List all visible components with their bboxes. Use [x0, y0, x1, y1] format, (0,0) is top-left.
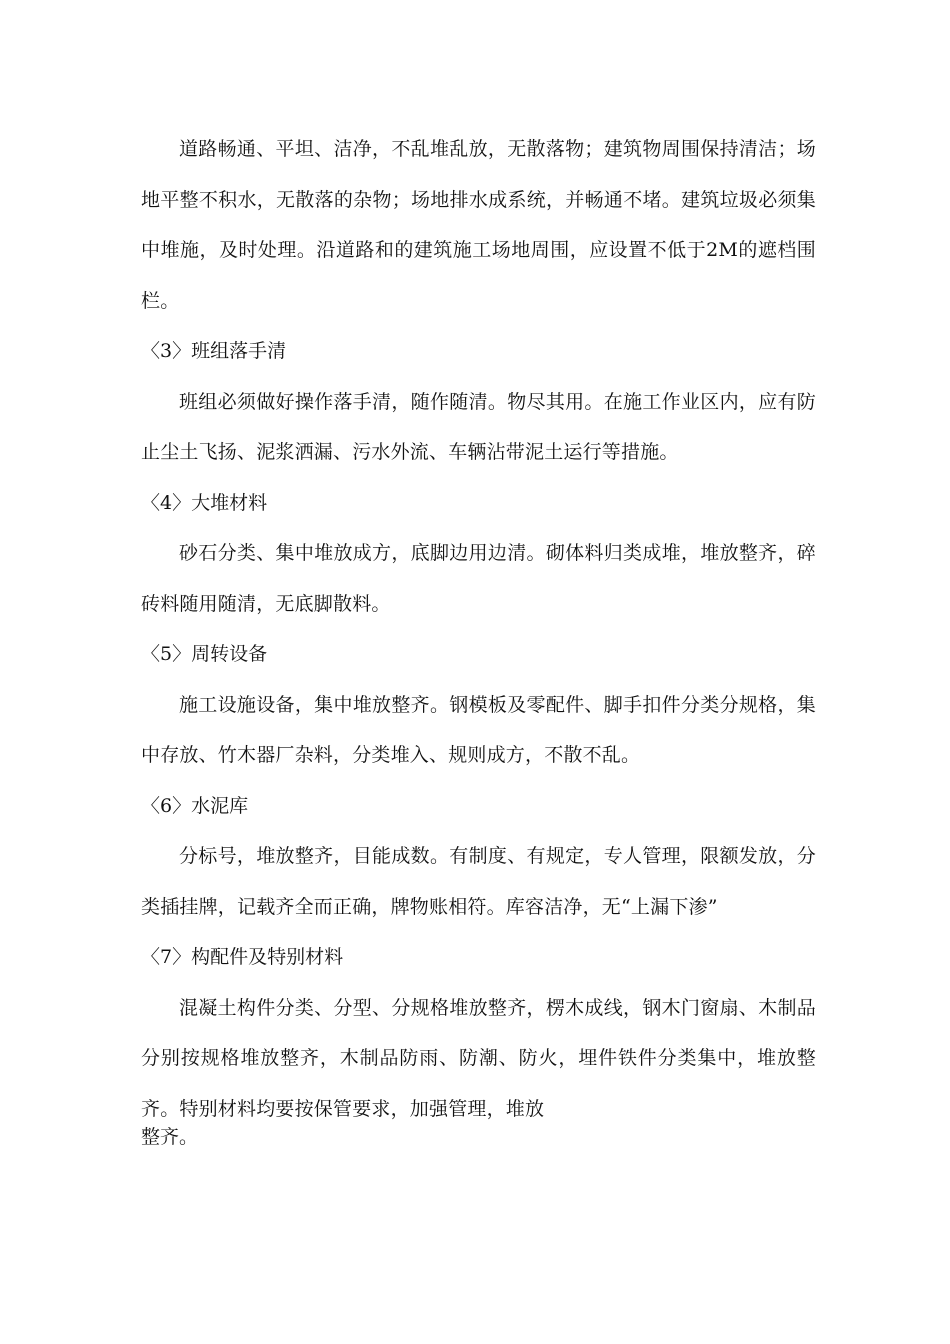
- paragraph-site-roads: 道路畅通、平坦、洁净，不乱堆乱放，无散落物；建筑物周围保持清洁；场地平整不积水，无散落的杂物；场地排水成系统，并畅通不堵。建筑垃圾必须集中堆施，及时处理。沿道路和的建筑施工场地周围，应设置不低于2M的遮档围栏。: [141, 138, 816, 312]
- document-page: [141, 124, 816, 1152]
- heading-components-special-materials: 〈7〉构配件及特别材料: [141, 946, 344, 968]
- paragraph-turnover-equipment: 施工设施设备，集中堆放整齐。钢模板及零配件、脚手扣件分类分规格，集中存放、竹木器厂杂料，分类堆入、规则成方，不散不乱。: [141, 693, 816, 766]
- paragraph-bulk-materials: 砂石分类、集中堆放成方，底脚边用边清。砌体料归类成堆，堆放整齐，碎砖料随用随清，无底脚散料。: [141, 542, 816, 615]
- paragraph-tail: 整齐。: [141, 1126, 199, 1148]
- heading-cement-store: 〈6〉水泥库: [141, 794, 249, 817]
- heading-bulk-materials: 〈4〉大堆材料: [141, 491, 268, 514]
- paragraph-components-special-materials: 混凝土构件分类、分型、分规格堆放整齐，楞木成线，钢木门窗扇、木制品分别按规格堆放整齐，木制品防雨、防潮、防火，埋件铁件分类集中，堆放整齐。特别材料均要按保管要求，加强管理，堆放: [141, 996, 816, 1120]
- paragraph-team-cleanup: 班组必须做好操作落手清，随作随清。物尽其用。在施工作业区内，应有防止尘土飞扬、泥浆洒漏、污水外流、车辆沾带泥土运行等措施。: [141, 390, 816, 463]
- heading-turnover-equipment: 〈5〉周转设备: [141, 643, 268, 665]
- paragraph-cement-store: 分标号，堆放整齐，目能成数。有制度、有规定，专人管理，限额发放，分类插挂牌，记载齐全而正确，牌物账相符。库容洁净，无“上漏下渗”: [141, 845, 816, 918]
- heading-team-cleanup: 〈3〉班组落手清: [141, 340, 287, 362]
